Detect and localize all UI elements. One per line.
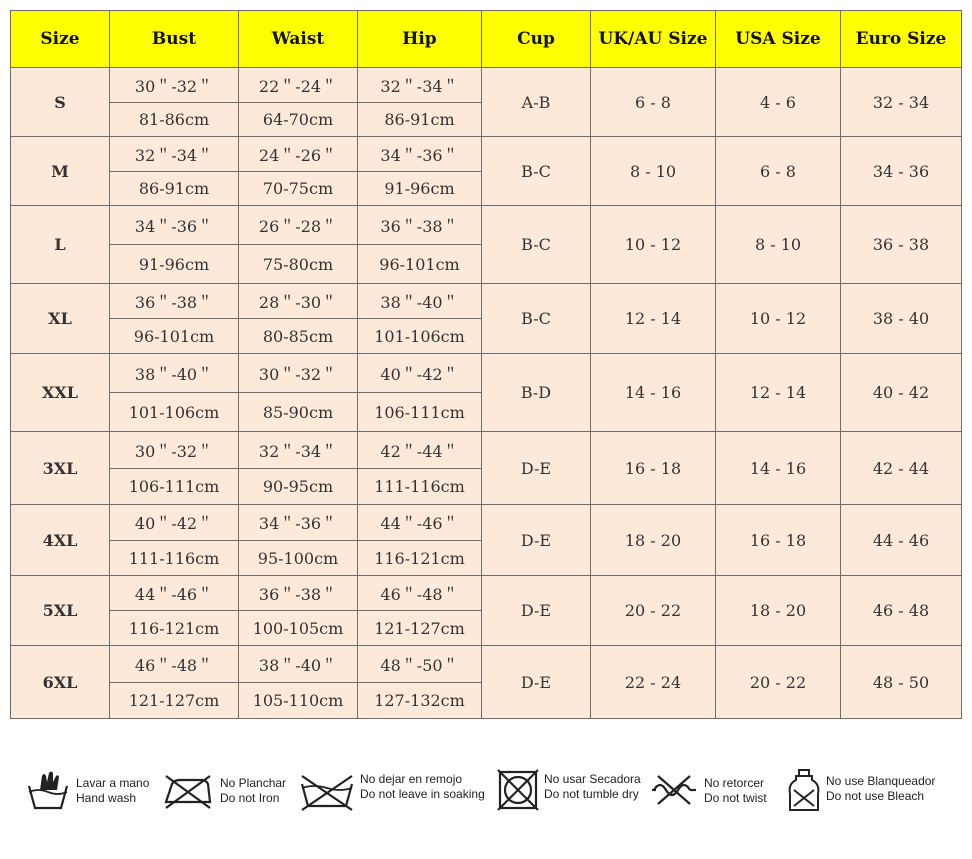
- no-tumble-dry-icon: [496, 768, 540, 812]
- uk-au-cell: 12 - 14: [591, 284, 716, 354]
- euro-cell: 38 - 40: [841, 284, 962, 354]
- header-usa: USA Size: [716, 11, 841, 68]
- euro-cell: 40 - 42: [841, 354, 962, 432]
- no-wring-icon: [650, 768, 698, 812]
- cup-cell: B-D: [482, 354, 591, 432]
- hip-inch-cell: 32＂-34＂: [358, 68, 482, 103]
- cup-cell: B-C: [482, 284, 591, 354]
- usa-cell: 14 - 16: [716, 432, 841, 505]
- bust-cm-cell: 81-86cm: [110, 103, 239, 137]
- care-instructions: [26, 766, 946, 816]
- header-bust: Bust: [110, 11, 239, 68]
- hip-inch-cell: 34＂-36＂: [358, 137, 482, 172]
- hip-inch-cell: 42＂-44＂: [358, 432, 482, 469]
- bust-inch-cell: 32＂-34＂: [110, 137, 239, 172]
- header-cup: Cup: [482, 11, 591, 68]
- euro-cell: 36 - 38: [841, 206, 962, 284]
- waist-cm-cell: 70-75cm: [239, 172, 358, 206]
- cup-cell: D-E: [482, 646, 591, 719]
- waist-inch-cell: 28＂-30＂: [239, 284, 358, 319]
- waist-cm-cell: 80-85cm: [239, 319, 358, 354]
- hip-inch-cell: 40＂-42＂: [358, 354, 482, 393]
- waist-cm-cell: 95-100cm: [239, 541, 358, 576]
- size-cell: XL: [11, 284, 110, 354]
- waist-inch-cell: 30＂-32＂: [239, 354, 358, 393]
- uk-au-cell: 6 - 8: [591, 68, 716, 137]
- uk-au-cell: 14 - 16: [591, 354, 716, 432]
- cup-cell: A-B: [482, 68, 591, 137]
- waist-cm-cell: 85-90cm: [239, 393, 358, 432]
- bust-inch-cell: 30＂-32＂: [110, 68, 239, 103]
- usa-cell: 4 - 6: [716, 68, 841, 137]
- waist-inch-cell: 36＂-38＂: [239, 576, 358, 611]
- size-cell: L: [11, 206, 110, 284]
- uk-au-cell: 8 - 10: [591, 137, 716, 206]
- bust-cm-cell: 106-111cm: [110, 469, 239, 505]
- size-cell: XXL: [11, 354, 110, 432]
- waist-inch-cell: 38＂-40＂: [239, 646, 358, 683]
- hip-cm-cell: 101-106cm: [358, 319, 482, 354]
- size-cell: 4XL: [11, 505, 110, 576]
- care-es-hand-wash: Lavar a mano: [76, 776, 150, 790]
- care-es-no-iron: No Planchar: [220, 776, 287, 790]
- bust-inch-cell: 40＂-42＂: [110, 505, 239, 541]
- waist-inch-cell: 24＂-26＂: [239, 137, 358, 172]
- care-es-no-bleach: No use Blanqueador: [826, 774, 936, 788]
- size-cell: M: [11, 137, 110, 206]
- bust-cm-cell: 91-96cm: [110, 245, 239, 284]
- bust-cm-cell: 86-91cm: [110, 172, 239, 206]
- euro-cell: 48 - 50: [841, 646, 962, 719]
- size-cell: 5XL: [11, 576, 110, 646]
- hip-inch-cell: 38＂-40＂: [358, 284, 482, 319]
- waist-cm-cell: 105-110cm: [239, 683, 358, 719]
- care-en-hand-wash: Hand wash: [76, 791, 137, 805]
- table-row: [11, 206, 962, 245]
- table-row: [11, 284, 962, 319]
- hip-inch-cell: 48＂-50＂: [358, 646, 482, 683]
- euro-cell: 34 - 36: [841, 137, 962, 206]
- uk-au-cell: 20 - 22: [591, 576, 716, 646]
- bust-inch-cell: 30＂-32＂: [110, 432, 239, 469]
- usa-cell: 10 - 12: [716, 284, 841, 354]
- usa-cell: 12 - 14: [716, 354, 841, 432]
- hip-cm-cell: 91-96cm: [358, 172, 482, 206]
- bust-cm-cell: 96-101cm: [110, 319, 239, 354]
- hip-cm-cell: 116-121cm: [358, 541, 482, 576]
- hip-cm-cell: 106-111cm: [358, 393, 482, 432]
- size-cell: 6XL: [11, 646, 110, 719]
- table-row: [11, 68, 962, 103]
- no-bleach-icon: [786, 768, 822, 814]
- no-soak-icon: [298, 768, 356, 812]
- hip-inch-cell: 46＂-48＂: [358, 576, 482, 611]
- hip-inch-cell: 36＂-38＂: [358, 206, 482, 245]
- bust-cm-cell: 111-116cm: [110, 541, 239, 576]
- usa-cell: 16 - 18: [716, 505, 841, 576]
- bust-inch-cell: 46＂-48＂: [110, 646, 239, 683]
- euro-cell: 42 - 44: [841, 432, 962, 505]
- cup-cell: D-E: [482, 432, 591, 505]
- bust-inch-cell: 36＂-38＂: [110, 284, 239, 319]
- uk-au-cell: 10 - 12: [591, 206, 716, 284]
- euro-cell: 32 - 34: [841, 68, 962, 137]
- bust-cm-cell: 101-106cm: [110, 393, 239, 432]
- table-row: [11, 646, 962, 683]
- hip-cm-cell: 111-116cm: [358, 469, 482, 505]
- hip-inch-cell: 44＂-46＂: [358, 505, 482, 541]
- uk-au-cell: 16 - 18: [591, 432, 716, 505]
- euro-cell: 46 - 48: [841, 576, 962, 646]
- table-row: [11, 432, 962, 469]
- bust-cm-cell: 116-121cm: [110, 611, 239, 646]
- size-chart-table: [10, 10, 962, 719]
- header-waist: Waist: [239, 11, 358, 68]
- bust-inch-cell: 44＂-46＂: [110, 576, 239, 611]
- waist-inch-cell: 32＂-34＂: [239, 432, 358, 469]
- table-row: [11, 354, 962, 393]
- care-en-no-soak: Do not leave in soaking: [360, 787, 485, 801]
- bust-cm-cell: 121-127cm: [110, 683, 239, 719]
- waist-cm-cell: 100-105cm: [239, 611, 358, 646]
- header-euro: Euro Size: [841, 11, 962, 68]
- care-es-no-wring: No retorcer: [704, 776, 765, 790]
- usa-cell: 20 - 22: [716, 646, 841, 719]
- bust-inch-cell: 34＂-36＂: [110, 206, 239, 245]
- table-row: [11, 137, 962, 172]
- header-row: [11, 11, 962, 68]
- hip-cm-cell: 96-101cm: [358, 245, 482, 284]
- no-iron-icon: [162, 768, 214, 812]
- header-uk-au: UK/AU Size: [591, 11, 716, 68]
- care-es-no-tumble-dry: No usar Secadora: [544, 772, 641, 786]
- waist-inch-cell: 34＂-36＂: [239, 505, 358, 541]
- cup-cell: D-E: [482, 505, 591, 576]
- waist-cm-cell: 75-80cm: [239, 245, 358, 284]
- hip-cm-cell: 86-91cm: [358, 103, 482, 137]
- care-es-no-soak: No dejar en remojo: [360, 772, 463, 786]
- waist-inch-cell: 22＂-24＂: [239, 68, 358, 103]
- header-hip: Hip: [358, 11, 482, 68]
- cup-cell: D-E: [482, 576, 591, 646]
- euro-cell: 44 - 46: [841, 505, 962, 576]
- usa-cell: 8 - 10: [716, 206, 841, 284]
- size-cell: S: [11, 68, 110, 137]
- care-en-no-wring: Do not twist: [704, 791, 767, 805]
- cup-cell: B-C: [482, 206, 591, 284]
- waist-inch-cell: 26＂-28＂: [239, 206, 358, 245]
- usa-cell: 6 - 8: [716, 137, 841, 206]
- care-en-no-iron: Do not Iron: [220, 791, 280, 805]
- care-en-no-bleach: Do not use Bleach: [826, 789, 925, 803]
- care-en-no-tumble-dry: Do not tumble dry: [544, 787, 639, 801]
- waist-cm-cell: 64-70cm: [239, 103, 358, 137]
- header-size: Size: [11, 11, 110, 68]
- bust-inch-cell: 38＂-40＂: [110, 354, 239, 393]
- hip-cm-cell: 127-132cm: [358, 683, 482, 719]
- uk-au-cell: 18 - 20: [591, 505, 716, 576]
- table-row: [11, 576, 962, 611]
- waist-cm-cell: 90-95cm: [239, 469, 358, 505]
- usa-cell: 18 - 20: [716, 576, 841, 646]
- size-cell: 3XL: [11, 432, 110, 505]
- uk-au-cell: 22 - 24: [591, 646, 716, 719]
- cup-cell: B-C: [482, 137, 591, 206]
- table-row: [11, 505, 962, 541]
- hand-wash-icon: [26, 768, 70, 812]
- hip-cm-cell: 121-127cm: [358, 611, 482, 646]
